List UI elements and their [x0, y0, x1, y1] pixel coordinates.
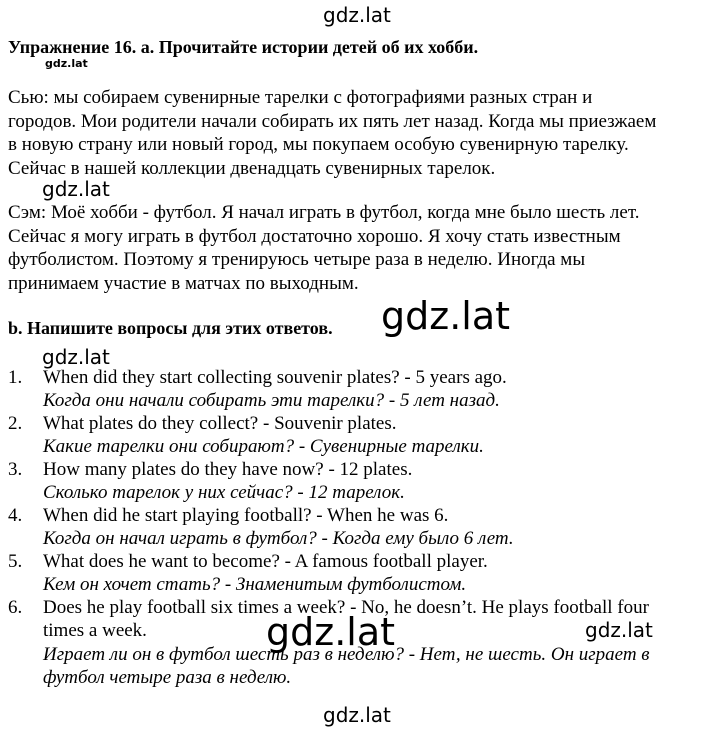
item-question-en: What does he want to become? - A famous football player.: [43, 551, 488, 572]
item-number: 4.: [8, 505, 23, 526]
item-question-ru: Сколько тарелок у них сейчас? - 12 тарелок.: [43, 482, 405, 503]
section-b-title: b. Напишите вопросы для этих ответов.: [8, 318, 333, 338]
story-sam: [8, 201, 639, 295]
item-question-en-cont: times a week.: [43, 620, 147, 641]
exercise-title: Упражнение 16. а. Прочитайте истории детей об их хобби.: [8, 37, 479, 57]
item-question-ru: Кем он хочет стать? - Знаменитым футболистом.: [43, 574, 467, 595]
watermark-left-1: gdz.lat: [42, 177, 110, 201]
story-sue-line: Сью: мы собираем сувенирные тарелки с фотографиями разных стран и: [8, 87, 593, 108]
watermark-top: gdz.lat: [323, 3, 391, 27]
watermark-left-2: gdz.lat: [42, 345, 110, 369]
watermark-small: gdz.lat: [45, 57, 88, 70]
item-question-ru: Когда он начал играть в футбол? - Когда ему было 6 лет.: [43, 528, 514, 549]
item-number: 5.: [8, 551, 23, 572]
item-question-en: When did they start collecting souvenir plates? - 5 years ago.: [43, 367, 507, 388]
item-number: 3.: [8, 459, 23, 480]
item-question-en: When did he start playing football? - When he was 6.: [43, 505, 449, 526]
story-sam-line: принимаем участие в матчах по выходным.: [8, 272, 359, 294]
watermark-right: gdz.lat: [585, 618, 653, 642]
watermark-large-1: gdz.lat: [381, 294, 511, 338]
item-question-ru: Какие тарелки они собирают? - Сувенирные тарелки.: [43, 436, 484, 457]
item-question-en: Does he play football six times a week? - No, he doesn’t. He plays football four: [43, 597, 649, 618]
watermark-large-2: gdz.lat: [266, 610, 396, 654]
story-sam-line: Сейчас я могу играть в футбол достаточно хорошо. Я хочу стать известным: [8, 225, 621, 247]
watermark-bottom: gdz.lat: [323, 703, 391, 727]
item-question-ru: Когда они начали собирать эти тарелки? - 5 лет назад.: [43, 390, 500, 411]
item-question-en: What plates do they collect? - Souvenir plates.: [43, 413, 397, 434]
item-question-en: How many plates do they have now? - 12 plates.: [43, 459, 413, 480]
item-number: 2.: [8, 413, 23, 434]
story-sam-line: футболистом. Поэтому я тренируюсь четыре раза в неделю. Иногда мы: [8, 249, 586, 270]
item-question-ru: Играет ли он в футбол шесть раз в неделю? - Нет, не шесть. Он играет в: [43, 644, 650, 665]
story-sue-line: городов. Мои родители начали собирать их пять лет назад. Когда мы приезжаем: [8, 110, 657, 132]
story-sam-line: Сэм: Моё хобби - футбол. Я начал играть в футбол, когда мне было шесть лет.: [8, 202, 640, 223]
story-sue-line: в новую страну или новый город, мы покупаем особую сувенирную тарелку.: [8, 134, 629, 155]
item-number: 1.: [8, 367, 23, 388]
item-question-ru-cont: футбол четыре раза в неделю.: [43, 667, 292, 688]
story-sue-line: Сейчас в нашей коллекции двенадцать сувенирных тарелок.: [8, 157, 496, 179]
item-number: 6.: [8, 597, 23, 618]
story-sue: [8, 86, 656, 180]
